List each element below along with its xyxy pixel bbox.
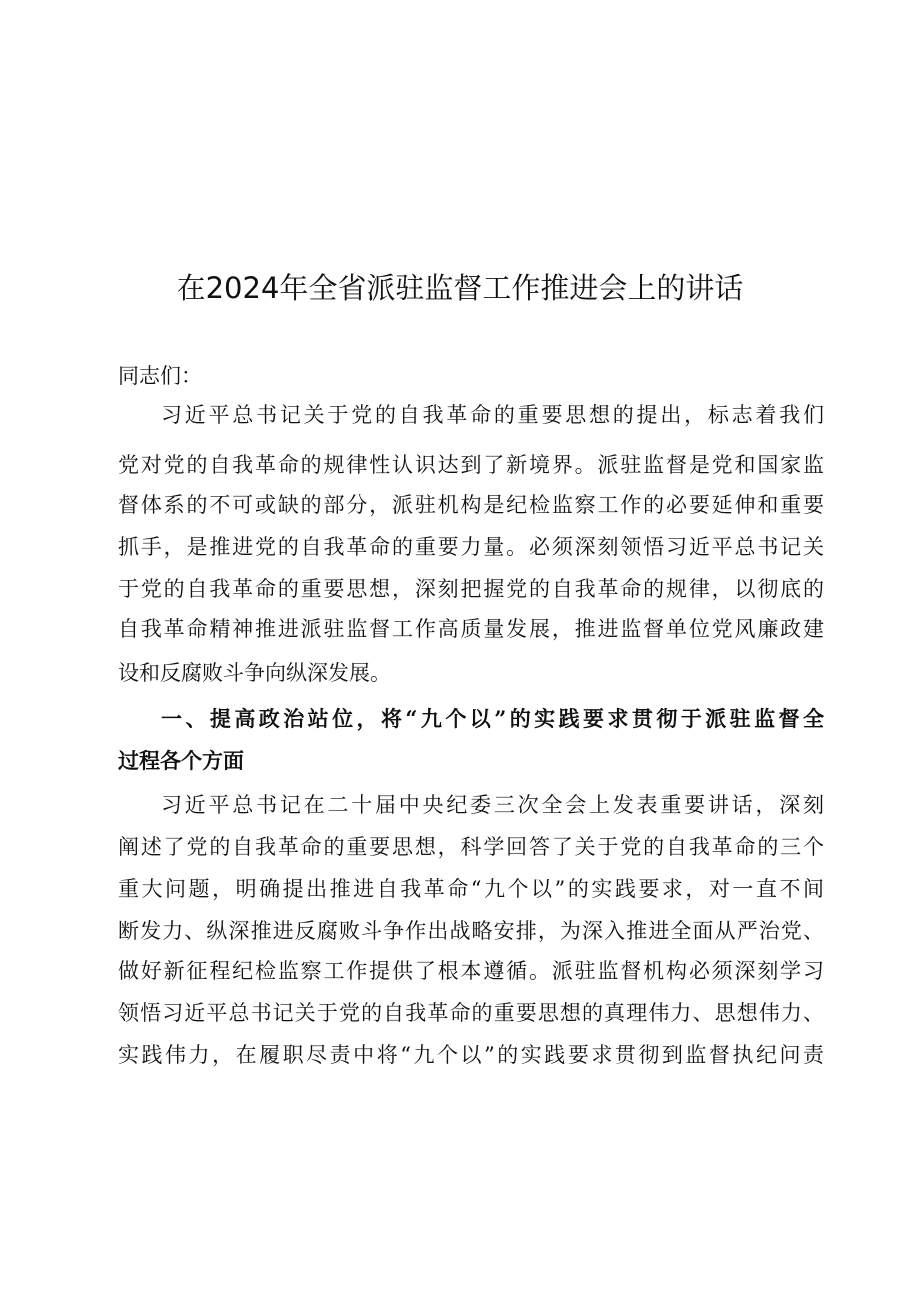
paragraph-line: 于党的自我革命的重要思想，深刻把握党的自我革命的规律，以彻底的 [118,577,824,601]
paragraph-line: 断发力、纵深推进反腐败斗争作出战略安排，为深入推进全面从严治党、 [118,919,824,943]
paragraph-line: 督体系的不可或缺的部分，派驻机构是纪检监察工作的必要延伸和重要 [118,493,824,517]
paragraph-line: 阐述了党的自我革命的重要思想，科学回答了关于党的自我革命的三个 [118,835,824,859]
paragraph-line: 领悟习近平总书记关于党的自我革命的重要思想的真理伟力、思想伟力、 [118,1001,824,1025]
document-title: 在2024年全省派驻监督工作推进会上的讲话 [176,271,744,305]
paragraph-line: 重大问题，明确提出推进自我革命“九个以”的实践要求，对一直不间 [118,877,824,901]
heading-line: 过程各个方面 [118,748,244,773]
paragraph-line: 抓手，是推进党的自我革命的重要力量。必须深刻领悟习近平总书记关 [118,535,824,559]
paragraph-line: 实践伟力，在履职尽责中将“九个以”的实践要求贯彻到监督执纪问责 [118,1043,824,1067]
paragraph-line: 党对党的自我革命的规律性认识达到了新境界。派驻监督是党和国家监 [118,453,824,477]
heading-line: 一、提高政治站位，将“九个以”的实践要求贯彻于派驻监督全 [161,706,824,731]
paragraph-line: 设和反腐败斗争向纵深发展。 [118,661,391,685]
paragraph-line: 做好新征程纪检监察工作提供了根本遵循。派驻监督机构必须深刻学习 [118,959,824,983]
paragraph-line: 习近平总书记关于党的自我革命的重要思想的提出，标志着我们 [161,403,824,427]
salutation: 同志们： [118,364,202,388]
paragraph-line: 习近平总书记在二十届中央纪委三次全会上发表重要讲话，深刻 [161,793,824,817]
paragraph-line: 自我革命精神推进派驻监督工作高质量发展，推进监督单位党风廉政建 [118,617,824,641]
